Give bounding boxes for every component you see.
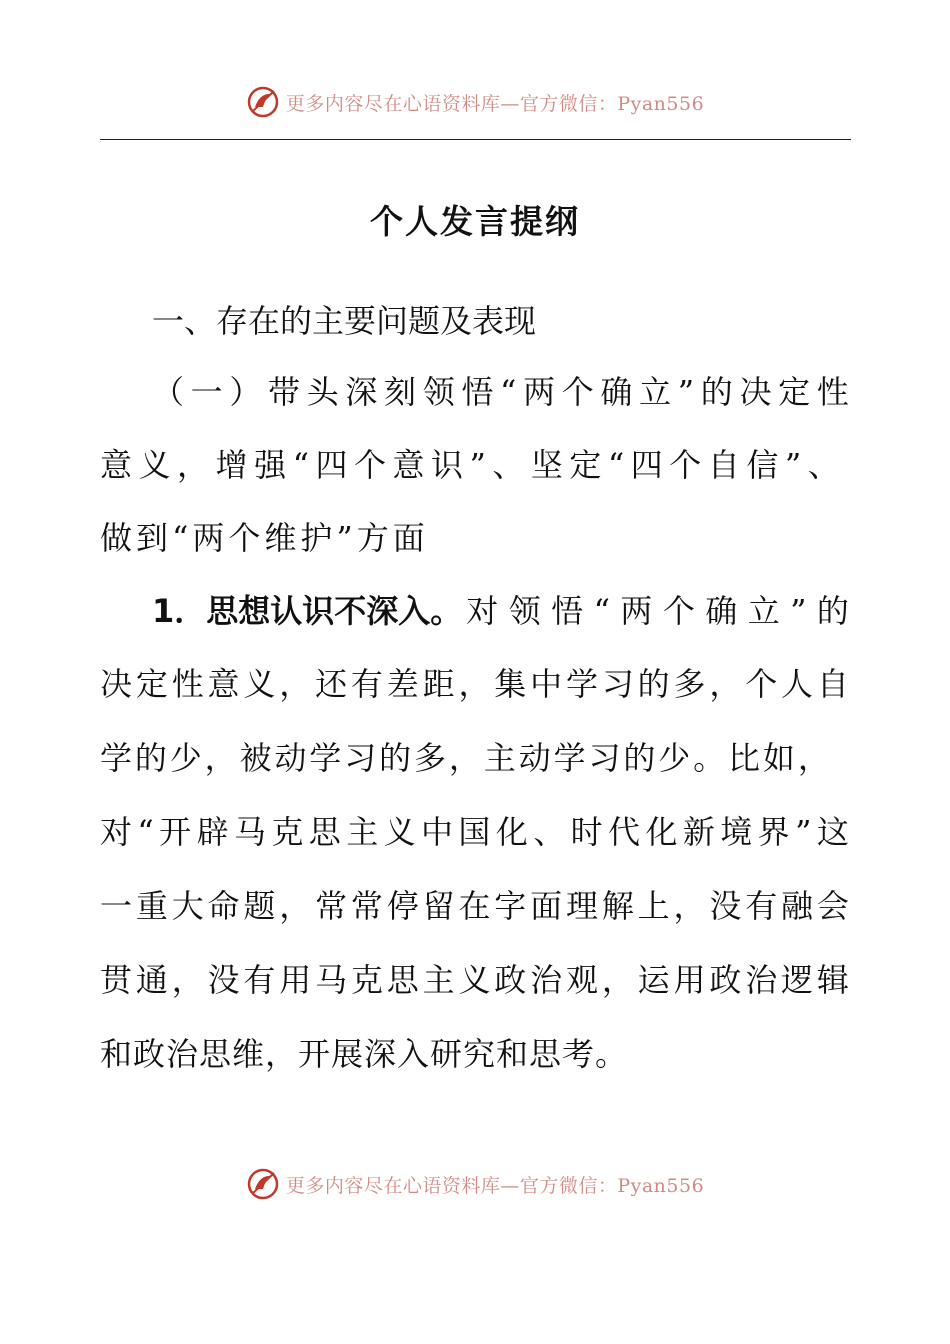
document-title: 个人发言提纲 xyxy=(370,202,580,241)
paragraph-line: 决 定 性 意 义 ， 还 有 差 距 ， 集 中 学 习 的 多 ， 个 人 自 xyxy=(100,665,849,703)
header-banner xyxy=(0,80,950,124)
subsection-line-2: 意 义 ， 增 强 “ 四 个 意 识 ” 、 坚 定 “ 四 个 自 信 ” 、 xyxy=(100,446,840,484)
item-1-first-line xyxy=(152,591,849,631)
footer-banner xyxy=(0,1162,950,1206)
subsection-line-1: （ 一 ） 带 头 深 刻 领 悟 “ 两 个 确 立 ” 的 决 定 性 xyxy=(152,373,849,411)
subsection-line-3: 做到“两个维护”方面 xyxy=(100,519,429,557)
paragraph-line: 一 重 大 命 题 ， 常 常 停 留 在 字 面 理 解 上 ， 没 有 融 会 xyxy=(100,887,849,925)
item-1-first-line-rest: 对 领 悟 “ 两 个 确 立 ” 的 xyxy=(466,592,849,630)
footer-banner-text: 更多内容尽在心语资料库—官方微信：Pyan556 xyxy=(285,1174,705,1197)
paragraph-line: 和政治思维，开展深入研究和思考。 xyxy=(100,1035,629,1073)
brand-logo-icon xyxy=(246,1167,280,1201)
item-1-lead: 1．思想认识不深入。 xyxy=(152,592,463,630)
header-divider xyxy=(100,139,851,140)
header-banner-text: 更多内容尽在心语资料库—官方微信：Pyan556 xyxy=(285,92,705,115)
paragraph-line: 贯 通 ， 没 有 用 马 克 思 主 义 政 治 观 ， 运 用 政 治 逻 辑 xyxy=(100,961,849,999)
paragraph-line: 学 的 少 ， 被 动 学 习 的 多 ， 主 动 学 习 的 少 。 比 如 ， xyxy=(100,739,830,777)
paragraph-line: 对 “ 开 辟 马 克 思 主 义 中 国 化 、 时 代 化 新 境 界 ” 这 xyxy=(100,813,849,851)
brand-logo-icon xyxy=(246,85,280,119)
section-heading: 一、存在的主要问题及表现 xyxy=(152,302,537,340)
